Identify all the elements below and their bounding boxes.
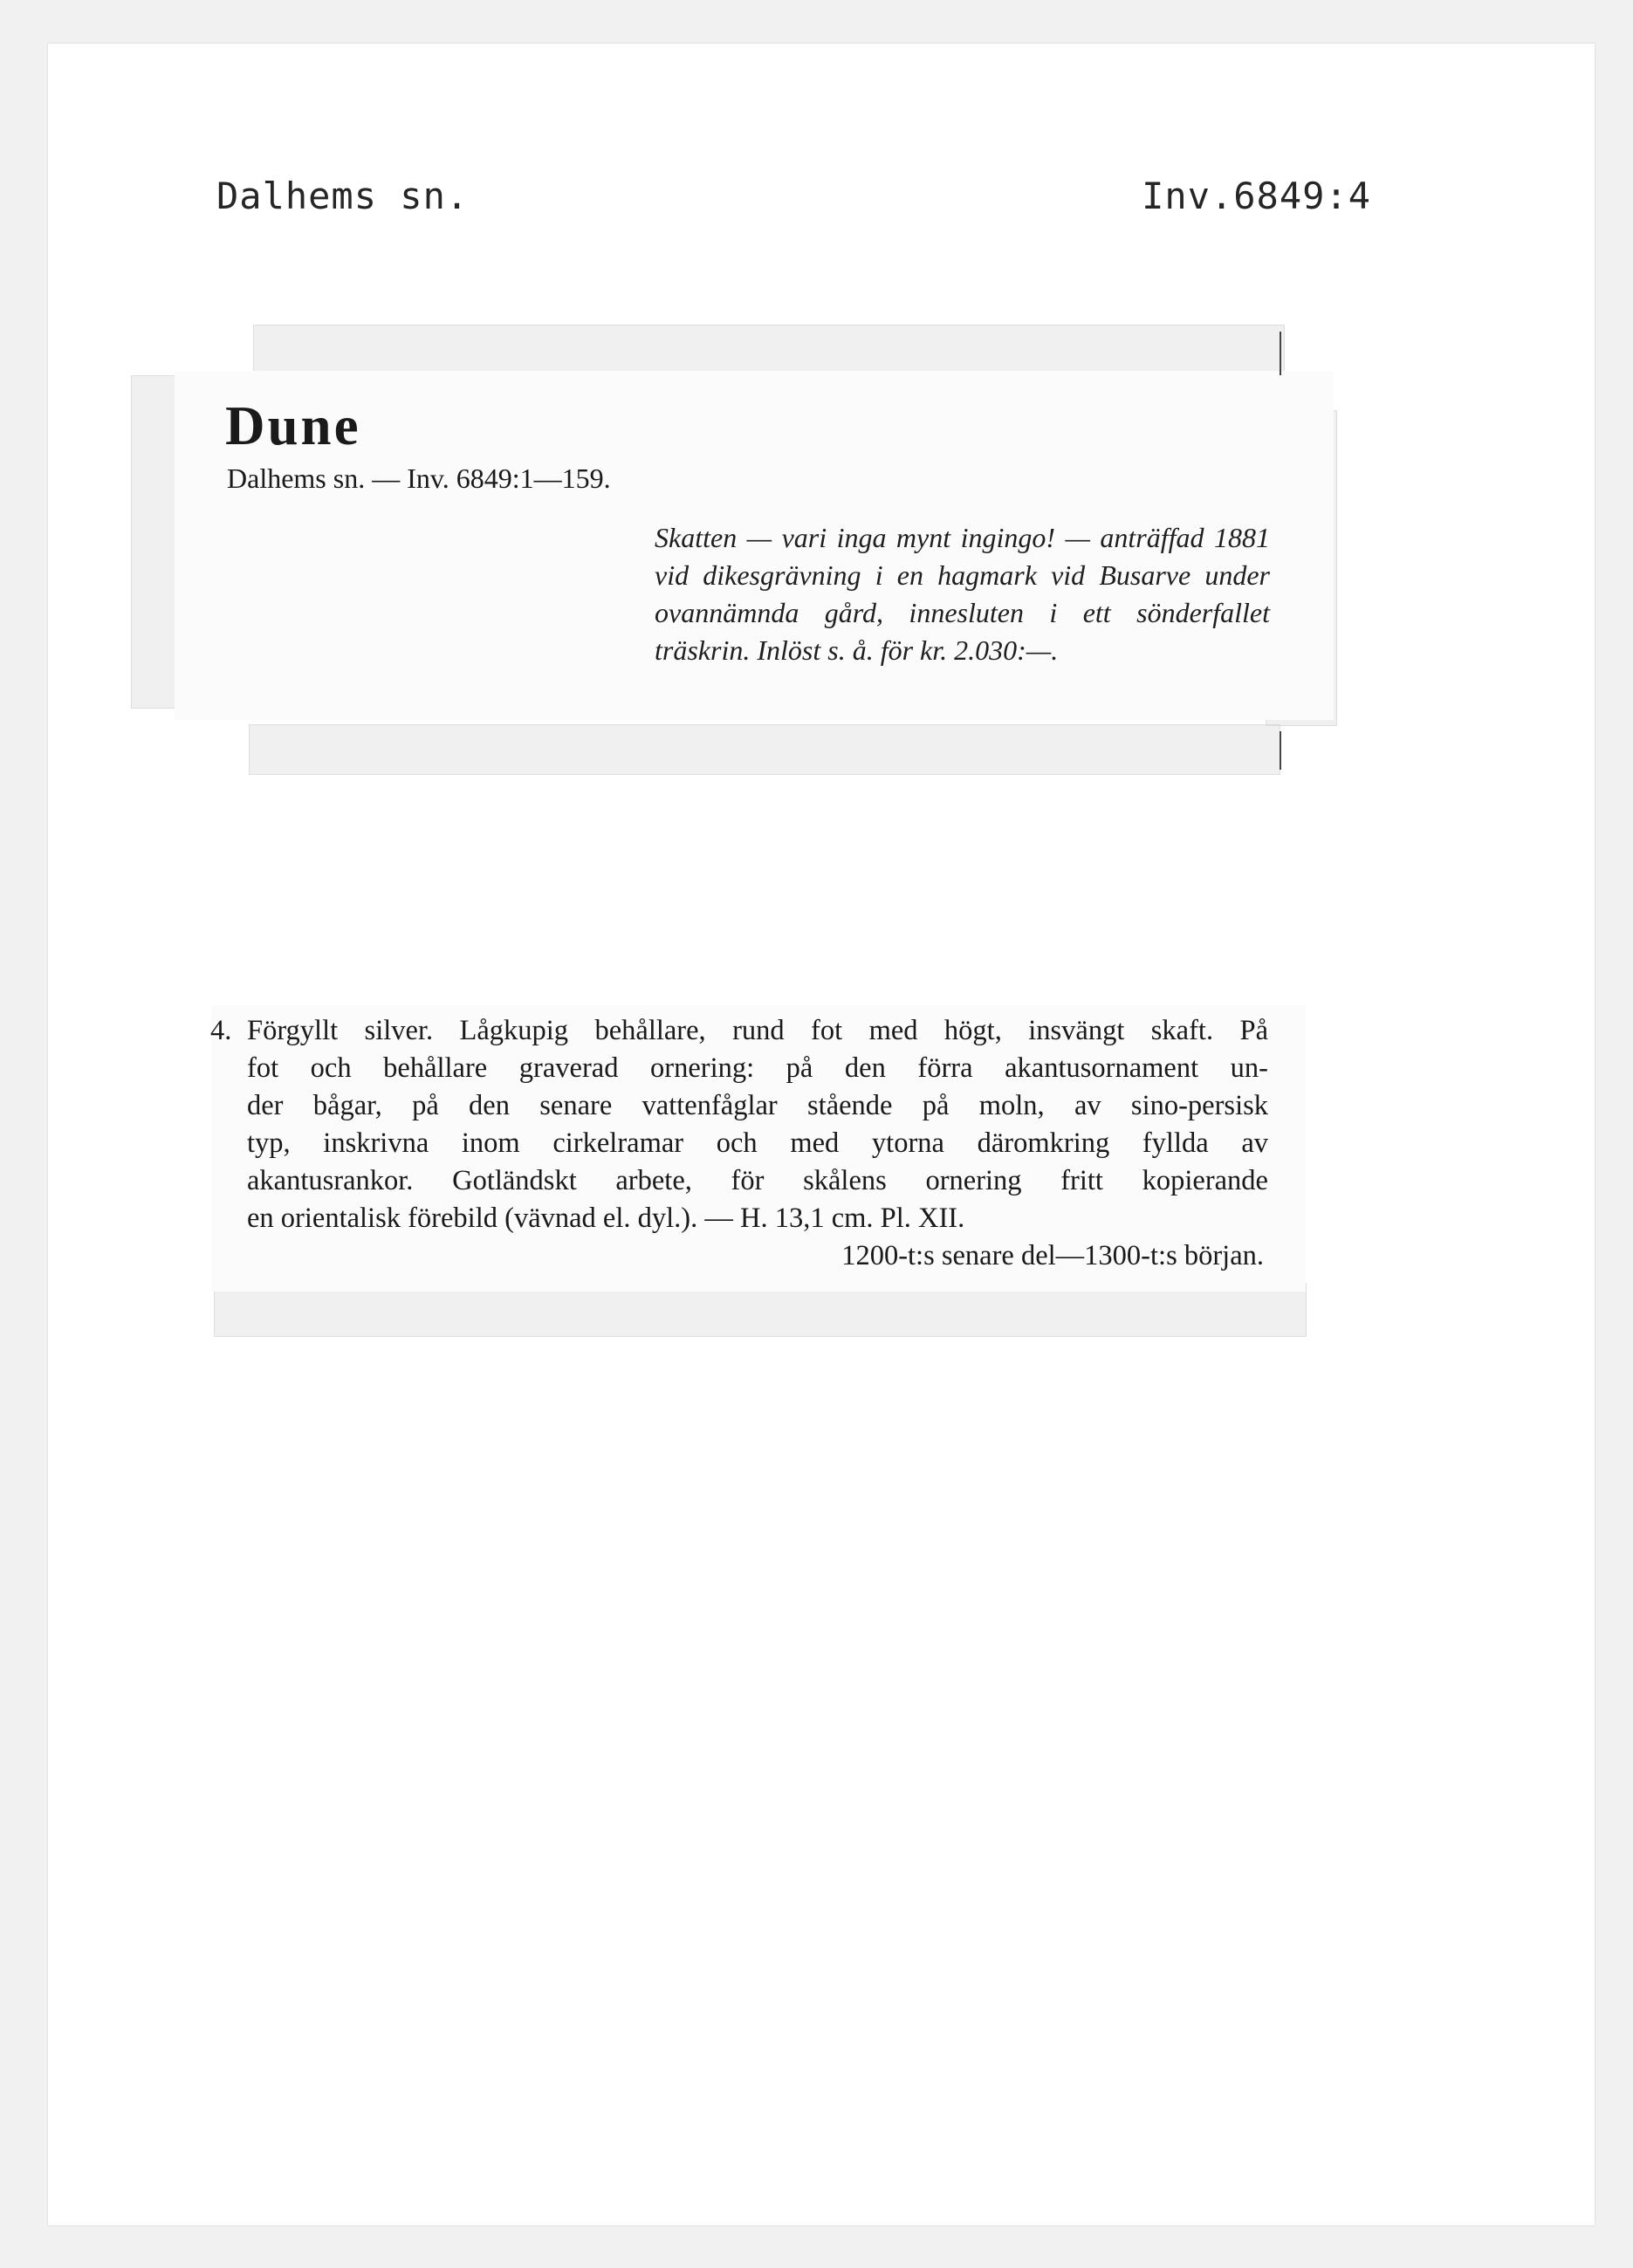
edge-mark: [1280, 332, 1281, 375]
tape-strip: [249, 724, 1280, 775]
tape-strip: [253, 325, 1285, 373]
item-number: 4.: [210, 1015, 232, 1046]
parish-label: Dalhems sn.: [216, 175, 470, 217]
item-line: typ, inskrivna inom cirkelramar och med ytorna däromkring fyllda av: [247, 1127, 1268, 1159]
edge-mark: [1280, 731, 1281, 770]
item-line: akantusrankor. Gotländskt arbete, för skålens ornering fritt kopierande: [247, 1165, 1268, 1196]
clipping-subtitle: Dalhems sn. — Inv. 6849:1—159.: [227, 463, 611, 494]
item-dating: 1200-t:s senare del—1300-t:s början.: [841, 1240, 1264, 1271]
item-line: fot och behållare graverad ornering: på den förra akantusornament un-: [247, 1052, 1268, 1084]
clipping-description: Skatten — vari inga mynt ingingo! — anträffad 1881 vid dikesgrävning i en hagmark vid Busarve under ovannämnda gård, innesluten i ett sönderfallet träskrin. Inlöst s. å. för kr. 2.030:—.: [655, 522, 1270, 666]
item-line: der bågar, på den senare vattenfåglar stående på moln, av sino-persisk: [247, 1090, 1268, 1121]
clipping-title: Dune: [225, 395, 361, 456]
item-description: [210, 1012, 1268, 1275]
item-line: en orientalisk förebild (vävnad el. dyl.). — H. 13,1 cm. Pl. XII.: [247, 1203, 965, 1234]
item-line: Förgyllt silver. Lågkupig behållare, rund fot med högt, insvängt skaft. På: [247, 1015, 1268, 1046]
inventory-number: Inv.6849:4: [1142, 175, 1371, 217]
